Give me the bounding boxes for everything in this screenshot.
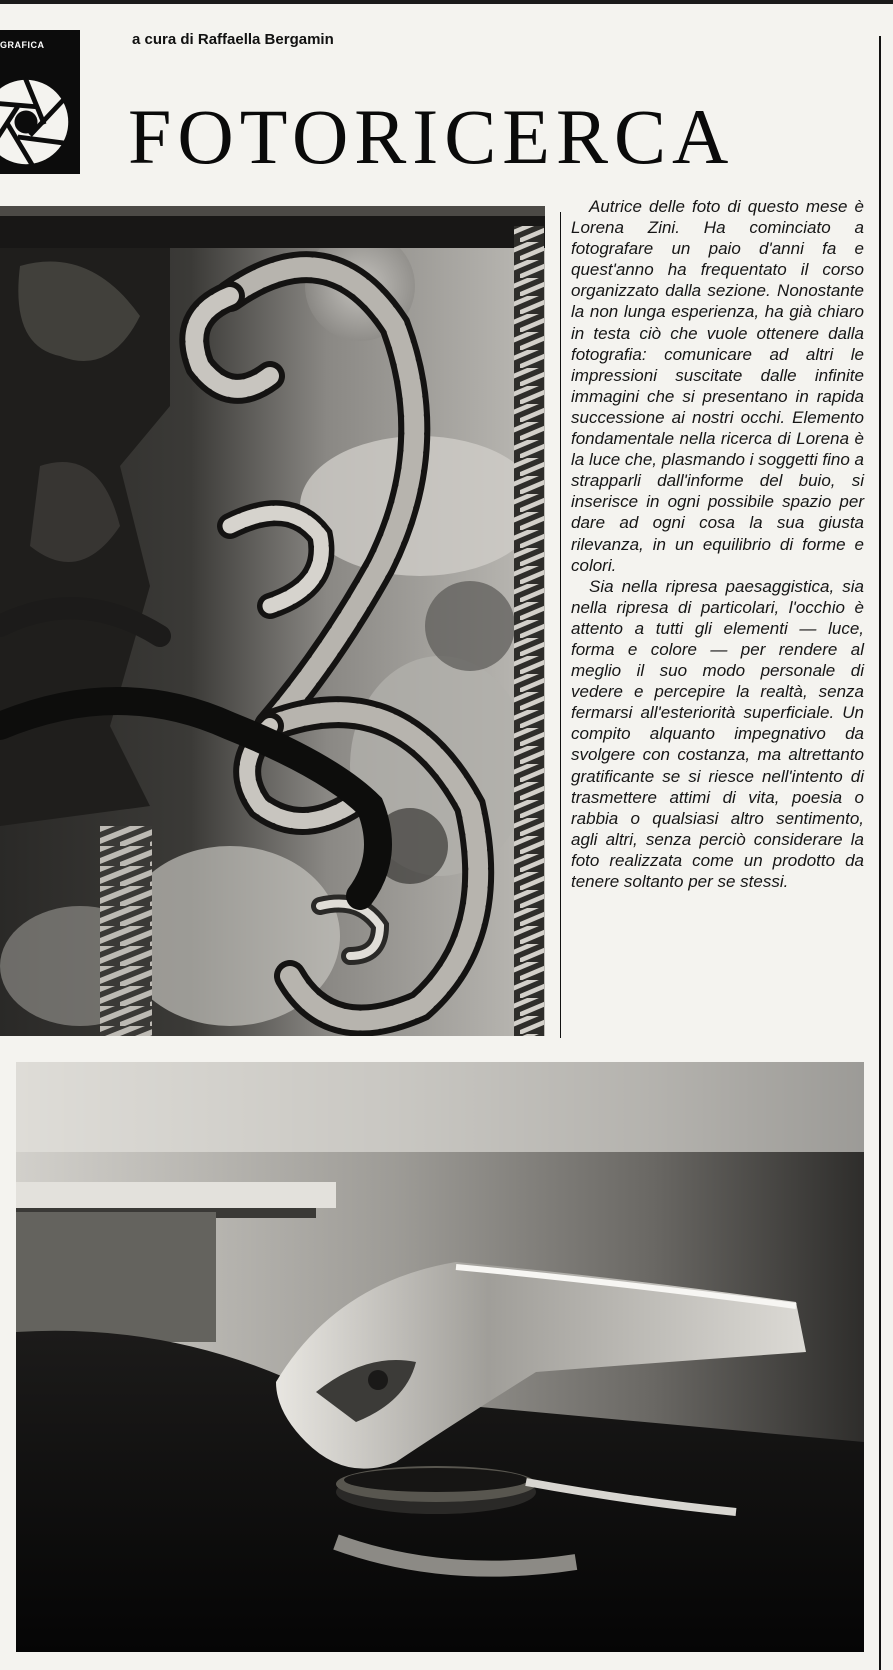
aperture-icon bbox=[0, 74, 74, 170]
article-paragraph: Autrice delle foto di questo mese è Lorena Zini. Ha cominciato a fotografare un paio d'anni fa e quest'anno ha frequentato il corso organizzato dalla sezione. Nonostante la non lunga esperienza, ha già chiaro in testa ciò che vuole ottenere dalla fotografia: comunicare ad altri le impressioni suscitate dalle infinite immagini che si presentano in rapida successione ai nostri occhi. Elemento fondamentale nella ricerca di Lorena è la luce che, plasmando i soggetti fino a strapparli dall'informe del buio, si inserisce in ogni possibile spazio per dare ad ogni cosa la sua giusta rilevanza, in un equilibrio di forme e colori. bbox=[571, 197, 864, 575]
section-logo bbox=[0, 30, 80, 174]
article-paragraph: Sia nella ripresa paesaggistica, sia nella ripresa di particolari, l'occhio è attento a tutti gli elementi — luce, forma e colore — per rendere al meglio il suo modo personale di vedere e percepire la realtà, senza fermarsi all'esteriorità superficiale. Un compito alquanto impegnativo da svolgere con costanza, ma altrettanto gratificante se si riesce nell'intento di trasmettere attimi di vita, poesia o rabbia o qualsiasi altro sentimento, agli altri, senza perciò considerare la foto realizzata come un prodotto da tenere soltanto per se stessi. bbox=[571, 576, 864, 891]
gate-photo bbox=[0, 206, 545, 1036]
article-body bbox=[571, 196, 864, 892]
page-title: FOTORICERCA bbox=[128, 93, 735, 180]
page-rule bbox=[879, 36, 881, 1670]
hand-photo bbox=[16, 1062, 864, 1652]
byline: a cura di Raffaella Bergamin bbox=[132, 31, 334, 48]
section-label: GRAFICA bbox=[0, 40, 45, 50]
column-rule bbox=[560, 212, 561, 1038]
scan-edge bbox=[0, 0, 893, 4]
